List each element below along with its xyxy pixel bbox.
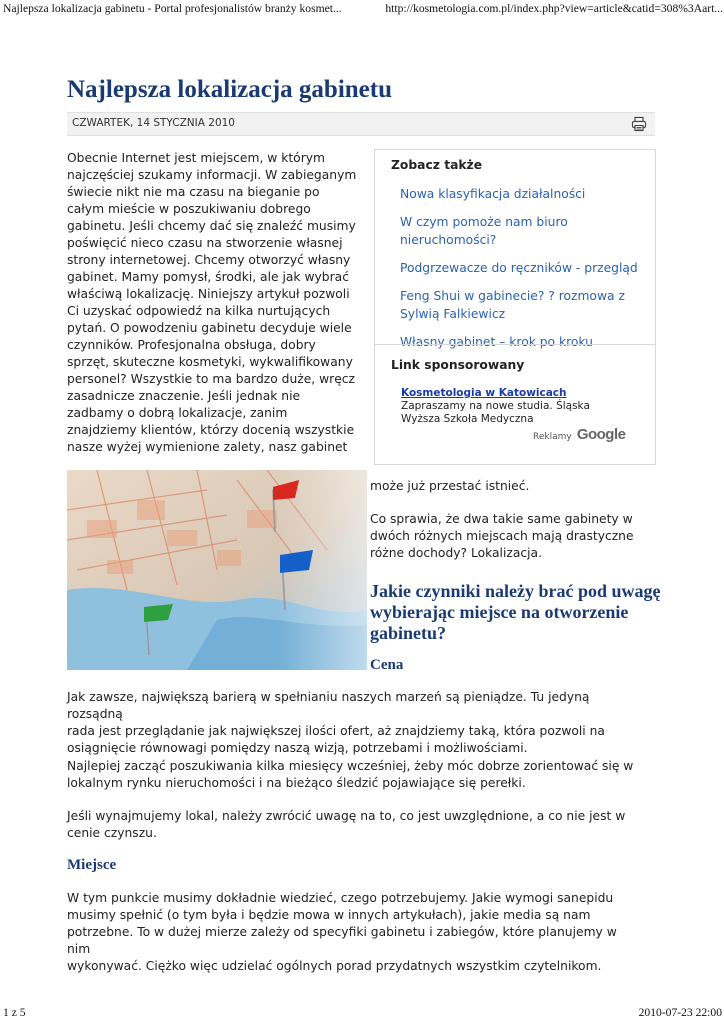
heading-line: Jakie czynniki należy brać pod uwagę xyxy=(370,581,661,601)
print-footer xyxy=(0,1002,724,1024)
text-line: znajdziemy klientów, którzy docenią wszystkie xyxy=(67,423,355,437)
ad-text-line: Zapraszamy na nowe studia. Śląska xyxy=(401,400,590,412)
text-line: W tym punkcie musimy dokładnie wiedzieć, czego potrzebujemy. Jakie wymogi sanepidu xyxy=(67,891,614,905)
text-line: czynników. Profesjonalna obsługa, dobry xyxy=(67,338,316,352)
heading-cena: Cena xyxy=(370,657,404,673)
heading-miejsce: Miejsce xyxy=(67,857,117,873)
printer-icon[interactable] xyxy=(631,116,647,132)
miejsce-paragraph-1 xyxy=(67,890,642,975)
text-line: gabinet. Mamy pomysł, środki, ale jak wybrać xyxy=(67,270,349,284)
text-line: Najlepiej zacząć poszukiwania kilka miesięcy wcześniej, żeby móc dobrze zorientować się w xyxy=(67,759,634,773)
text-line: strony internetowej. Chcemy otworzyć własny xyxy=(67,253,351,267)
text-line: Co sprawia, że dwa takie same gabinety w xyxy=(370,512,633,526)
continuation-text: może już przestać istnieć. xyxy=(370,479,530,493)
heading-jakie-czynniki xyxy=(370,581,670,644)
text-line: Obecnie Internet jest miejscem, w którym xyxy=(67,151,326,165)
intro-paragraph xyxy=(67,150,359,456)
heading-line: wybierając miejsce na otworzenie xyxy=(370,602,629,622)
text-line: gabinetu. Jeśli chcemy dać się znaleźć musimy xyxy=(67,219,356,233)
text-line: osiągnięcie równowagi pomiędzy naszą wizją, potrzebami i możliwościami. xyxy=(67,741,528,755)
google-logo: Google xyxy=(576,426,626,443)
text-line: dwóch różnych miejscach mają drastyczne xyxy=(370,529,634,543)
text-line: lokalnym rynku nieruchomości i na bieżąco śledzić pojawiające się perełki. xyxy=(67,776,526,790)
see-also-link[interactable]: Własny gabinet – krok po kroku xyxy=(400,335,593,349)
text-line: musimy spełnić (o tym była i będzie mowa w innych artykułach), jakie media są nam xyxy=(67,908,591,922)
article-date: CZWARTEK, 14 STYCZNIA 2010 xyxy=(72,117,235,129)
text-line: świecie nikt nie ma czasu na bieganie po xyxy=(67,185,320,199)
text-line: zadbamy o dobrą lokalizacje, zanim xyxy=(67,406,288,420)
ad-title-link[interactable]: Kosmetologia w Katowicach xyxy=(401,387,567,399)
map-pins-image xyxy=(67,470,367,670)
date-bar xyxy=(67,112,655,136)
heading-line: gabinetu? xyxy=(370,623,447,643)
see-also-link[interactable]: Nowa klasyfikacja działalności xyxy=(400,187,586,201)
print-timestamp: 2010-07-23 22:00 xyxy=(638,1006,722,1019)
text-line: Jeśli wynajmujemy lokal, należy zwrócić uwagę na to, co jest uwzględnione, a co nie jest w xyxy=(67,809,626,823)
text-line: personel? Wszystkie to ma bardzo duże, wręcz xyxy=(67,372,355,386)
text-line: całym mieście w poszukiwaniu dobrego xyxy=(67,202,311,216)
text-line: Jak zawsze, największą barierą w spełnianiu naszych marzeń są pieniądze. Tu jedyną rozsądną xyxy=(67,690,590,721)
see-also-link[interactable]: Feng Shui w gabinecie? ? rozmowa z Sylwią Falkiewicz xyxy=(400,289,625,321)
cena-paragraph-3 xyxy=(67,808,642,842)
cena-paragraph-2 xyxy=(67,758,642,792)
text-line: różne dochody? Lokalizacja. xyxy=(370,546,543,560)
text-line: właściwą lokalizację. Niniejszy artykuł pozwoli xyxy=(67,287,350,301)
text-line: nasze wyżej wymienione zalety, nasz gabinet xyxy=(67,440,348,454)
article-title: Najlepsza lokalizacja gabinetu xyxy=(67,76,392,103)
see-also-link[interactable]: W czym pomoże nam biuro nieruchomości? xyxy=(400,215,568,247)
sidebar-divider xyxy=(375,344,655,345)
print-header-title: Najlepsza lokalizacja gabinetu - Portal profesjonalistów branży kosmet... xyxy=(3,2,342,15)
see-also-heading: Zobacz także xyxy=(391,158,483,172)
text-line: rada jest przeglądanie jak największej ilości ofert, aż znajdziemy taką, która pozwoli na xyxy=(67,724,605,738)
text-line: sprzęt, skuteczne kosmetyki, wykwalifikowany xyxy=(67,355,353,369)
ads-label: Reklamy xyxy=(533,432,572,442)
text-line: najczęściej szukamy informacji. W zabieganym xyxy=(67,168,357,182)
ads-by-google[interactable] xyxy=(533,424,625,443)
sponsored-heading: Link sponsorowany xyxy=(391,358,525,372)
text-line: cenie czynszu. xyxy=(67,826,157,840)
text-line: zasadnicze znaczenie. Jeśli jednak nie xyxy=(67,389,301,403)
text-line: Ci uzyskać odpowiedź na kilka nurtujących xyxy=(67,304,331,318)
see-also-list xyxy=(400,185,645,361)
sidebar-box xyxy=(374,149,656,465)
map-pins-photo xyxy=(67,470,367,670)
text-line: pytań. O powodzeniu gabinetu decyduje wiele xyxy=(67,321,352,335)
paragraph-dwa xyxy=(370,511,660,562)
page-number: 1 z 5 xyxy=(3,1006,26,1019)
sponsored-ad xyxy=(401,387,641,426)
see-also-link[interactable]: Podgrzewacze do ręczników - przegląd xyxy=(400,261,638,275)
text-line: wykonywać. Ciężko więc udzielać ogólnych porad przydatnych wszystkim czytelnikom. xyxy=(67,959,602,973)
text-line: potrzebne. To w dużej mierze zależy od specyfiki gabinetu i zabiegów, które planujemy w nim xyxy=(67,925,617,956)
text-line: poświęcić nieco czasu na stworzenie własnej xyxy=(67,236,343,250)
cena-paragraph-1 xyxy=(67,689,642,757)
print-header-url: http://kosmetologia.com.pl/index.php?view=article&catid=308%3Aart... xyxy=(385,2,723,15)
ad-text-line: Wyższa Szkoła Medyczna xyxy=(401,413,534,425)
print-header xyxy=(0,0,724,18)
